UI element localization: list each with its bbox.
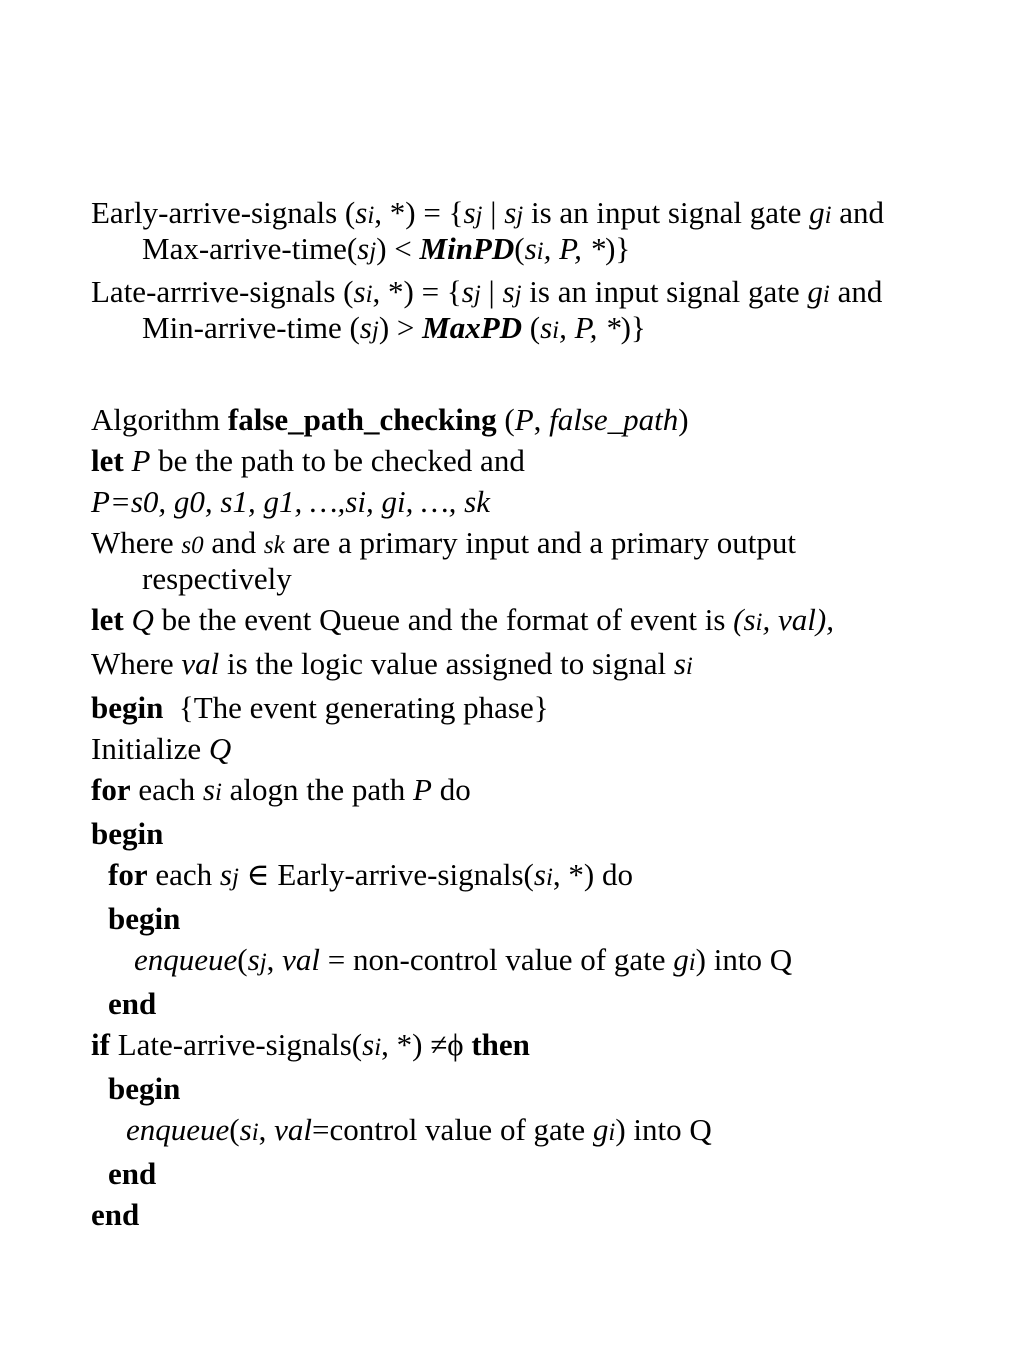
line-text: each: [147, 857, 220, 892]
algorithm-header: [91, 403, 991, 436]
definition-name: Early-arrive-signals (: [91, 195, 356, 230]
var-s: s: [461, 274, 474, 309]
phase-comment: {The event generating phase}: [163, 690, 549, 725]
paren: (: [496, 402, 515, 437]
var-s: s: [355, 195, 368, 230]
paren: (: [229, 1112, 240, 1147]
var-val: val: [274, 1112, 313, 1147]
subscript: j: [231, 864, 239, 891]
definition-text: is an input signal gate: [521, 274, 808, 309]
var-val: val: [282, 942, 321, 977]
definition-and: and: [831, 195, 885, 230]
subscript: i: [545, 864, 553, 891]
enqueue-noncontrol-line: [91, 943, 991, 979]
function-enqueue: enqueue: [134, 942, 238, 977]
line-text: and: [203, 525, 264, 560]
end-line: end: [91, 1197, 140, 1232]
line-text: do: [431, 772, 471, 807]
line-text: are a primary input and a primary output: [284, 525, 797, 560]
paren: )}: [605, 231, 631, 266]
var-s: s: [247, 942, 260, 977]
comma: ,: [266, 942, 283, 977]
keyword-if: if: [91, 1027, 110, 1062]
var-s: s: [463, 195, 476, 230]
definition-name: Late-arrrive-signals (: [91, 274, 354, 309]
subscript: i: [367, 202, 375, 229]
var-sk: sk: [263, 532, 285, 559]
var-s: s: [357, 231, 370, 266]
begin-line: begin: [108, 1071, 181, 1106]
algorithm-block: [91, 403, 991, 1231]
paren: )}: [620, 310, 646, 345]
line-text: =control value of gate: [312, 1112, 593, 1147]
definition-args: , *) = {: [372, 274, 462, 309]
var-p: P: [123, 443, 151, 478]
keyword-for: for: [91, 772, 131, 807]
var-g: g: [809, 195, 825, 230]
late-arrive-definition: [91, 275, 991, 311]
keyword-then: then: [471, 1027, 530, 1062]
initialize-line: [91, 732, 991, 765]
line-text: is the logic value assigned to signal: [219, 646, 674, 681]
subscript: i: [822, 281, 830, 308]
subscript: i: [536, 238, 544, 265]
subscript: i: [685, 653, 693, 680]
where-val-line: [91, 647, 991, 683]
if-late-line: [91, 1028, 991, 1064]
line-text: Where: [91, 646, 182, 681]
var-g: g: [673, 942, 689, 977]
var-val: val: [181, 646, 220, 681]
paren: ): [678, 402, 689, 437]
subscript: i: [824, 202, 832, 229]
event-format: (s: [733, 602, 756, 637]
definitions-block: [91, 196, 991, 347]
function-name: Max-arrive-time(: [142, 231, 358, 266]
begin-phase-line: [91, 691, 991, 724]
comma: ,: [258, 1112, 275, 1147]
var-g: g: [592, 1112, 609, 1147]
line-text: each: [130, 772, 203, 807]
early-arrive-definition-cont: [91, 232, 991, 268]
begin-line: begin: [91, 816, 164, 851]
var-p: P: [514, 402, 534, 437]
operator: ) <: [376, 231, 420, 266]
definition-args: , *) = {: [374, 195, 464, 230]
var-s: s: [524, 231, 537, 266]
enqueue-control-line: [91, 1113, 991, 1149]
line-text: , *) do: [552, 857, 633, 892]
var-s: s: [219, 857, 232, 892]
end-line: end: [108, 986, 157, 1021]
set-bar: |: [480, 274, 503, 309]
for-each-sj-line: [91, 858, 991, 894]
line-text: be the event Queue and the format of event is: [153, 602, 734, 637]
subscript: j: [369, 238, 377, 265]
line-continuation: respectively: [142, 561, 292, 596]
subscript: j: [514, 281, 522, 308]
operator: ) >: [378, 310, 423, 345]
keyword-for: for: [108, 857, 148, 892]
keyword-let: let: [91, 443, 124, 478]
var-s: s: [673, 646, 686, 681]
paren: (: [514, 231, 525, 266]
keyword-minpd: MinPD: [419, 231, 515, 266]
end-line: end: [108, 1156, 157, 1191]
subscript: j: [475, 202, 483, 229]
line-text: , *) ≠ϕ: [381, 1027, 472, 1062]
line-text: ) into Q: [615, 1112, 712, 1147]
subscript: i: [688, 949, 696, 976]
var-p: P: [413, 772, 432, 807]
var-false-path: false_path: [549, 402, 679, 437]
keyword-maxpd: MaxPD: [422, 310, 523, 345]
subscript: j: [371, 317, 379, 344]
var-s: s: [533, 857, 546, 892]
let-path-line: [91, 444, 991, 477]
subscript: i: [365, 281, 373, 308]
line-text: alogn the path: [221, 772, 414, 807]
for-each-si-line: [91, 773, 991, 809]
line-text: ∈ Early-arrive-signals(: [238, 857, 534, 892]
subscript: j: [259, 949, 267, 976]
paren: (: [237, 942, 248, 977]
early-arrive-definition: [91, 196, 991, 232]
line-text: ) into Q: [695, 942, 793, 977]
definition-text: is an input signal gate: [523, 195, 810, 230]
subscript: i: [251, 1119, 259, 1146]
keyword-begin: begin: [91, 690, 164, 725]
var-s: s: [362, 1027, 375, 1062]
event-format: , val),: [762, 602, 834, 637]
var-s: s: [239, 1112, 252, 1147]
line-text: Initialize: [91, 731, 209, 766]
keyword-let: let: [91, 602, 124, 637]
line-text: Late-arrive-signals(: [109, 1027, 363, 1062]
late-arrive-definition-cont: [91, 311, 991, 347]
var-g: g: [807, 274, 823, 309]
line-text: Where: [91, 525, 182, 560]
begin-line: begin: [108, 901, 181, 936]
path-definition-line: P=s0, g0, s1, g1, …,si, gi, …, sk: [91, 484, 490, 519]
args: , P, *: [543, 231, 606, 266]
let-queue-line: [91, 603, 991, 639]
var-q: Q: [123, 602, 154, 637]
subscript: i: [755, 609, 763, 636]
subscript: i: [552, 317, 560, 344]
var-s: s: [504, 195, 517, 230]
algorithm-name: false_path_checking: [227, 402, 497, 437]
subscript: j: [516, 202, 524, 229]
set-bar: |: [482, 195, 505, 230]
var-s: s: [353, 274, 366, 309]
line-text: be the path to be checked and: [150, 443, 525, 478]
subscript: i: [214, 779, 222, 806]
paren: (: [522, 310, 541, 345]
subscript: j: [473, 281, 481, 308]
header-prefix: Algorithm: [91, 402, 228, 437]
comma: ,: [533, 402, 550, 437]
document-body: [91, 196, 991, 1239]
var-s: s: [359, 310, 372, 345]
var-s: s: [202, 772, 215, 807]
var-s0: s0: [181, 532, 204, 559]
where-primary-line: [91, 526, 991, 595]
var-s: s: [540, 310, 553, 345]
subscript: i: [608, 1119, 616, 1146]
subscript: i: [374, 1034, 382, 1061]
line-text: = non-control value of gate: [320, 942, 674, 977]
args: , P, *: [559, 310, 621, 345]
var-s: s: [502, 274, 515, 309]
var-q: Q: [208, 731, 232, 766]
function-name: Min-arrive-time (: [142, 310, 360, 345]
function-enqueue: enqueue: [126, 1112, 230, 1147]
definition-and: and: [829, 274, 883, 309]
